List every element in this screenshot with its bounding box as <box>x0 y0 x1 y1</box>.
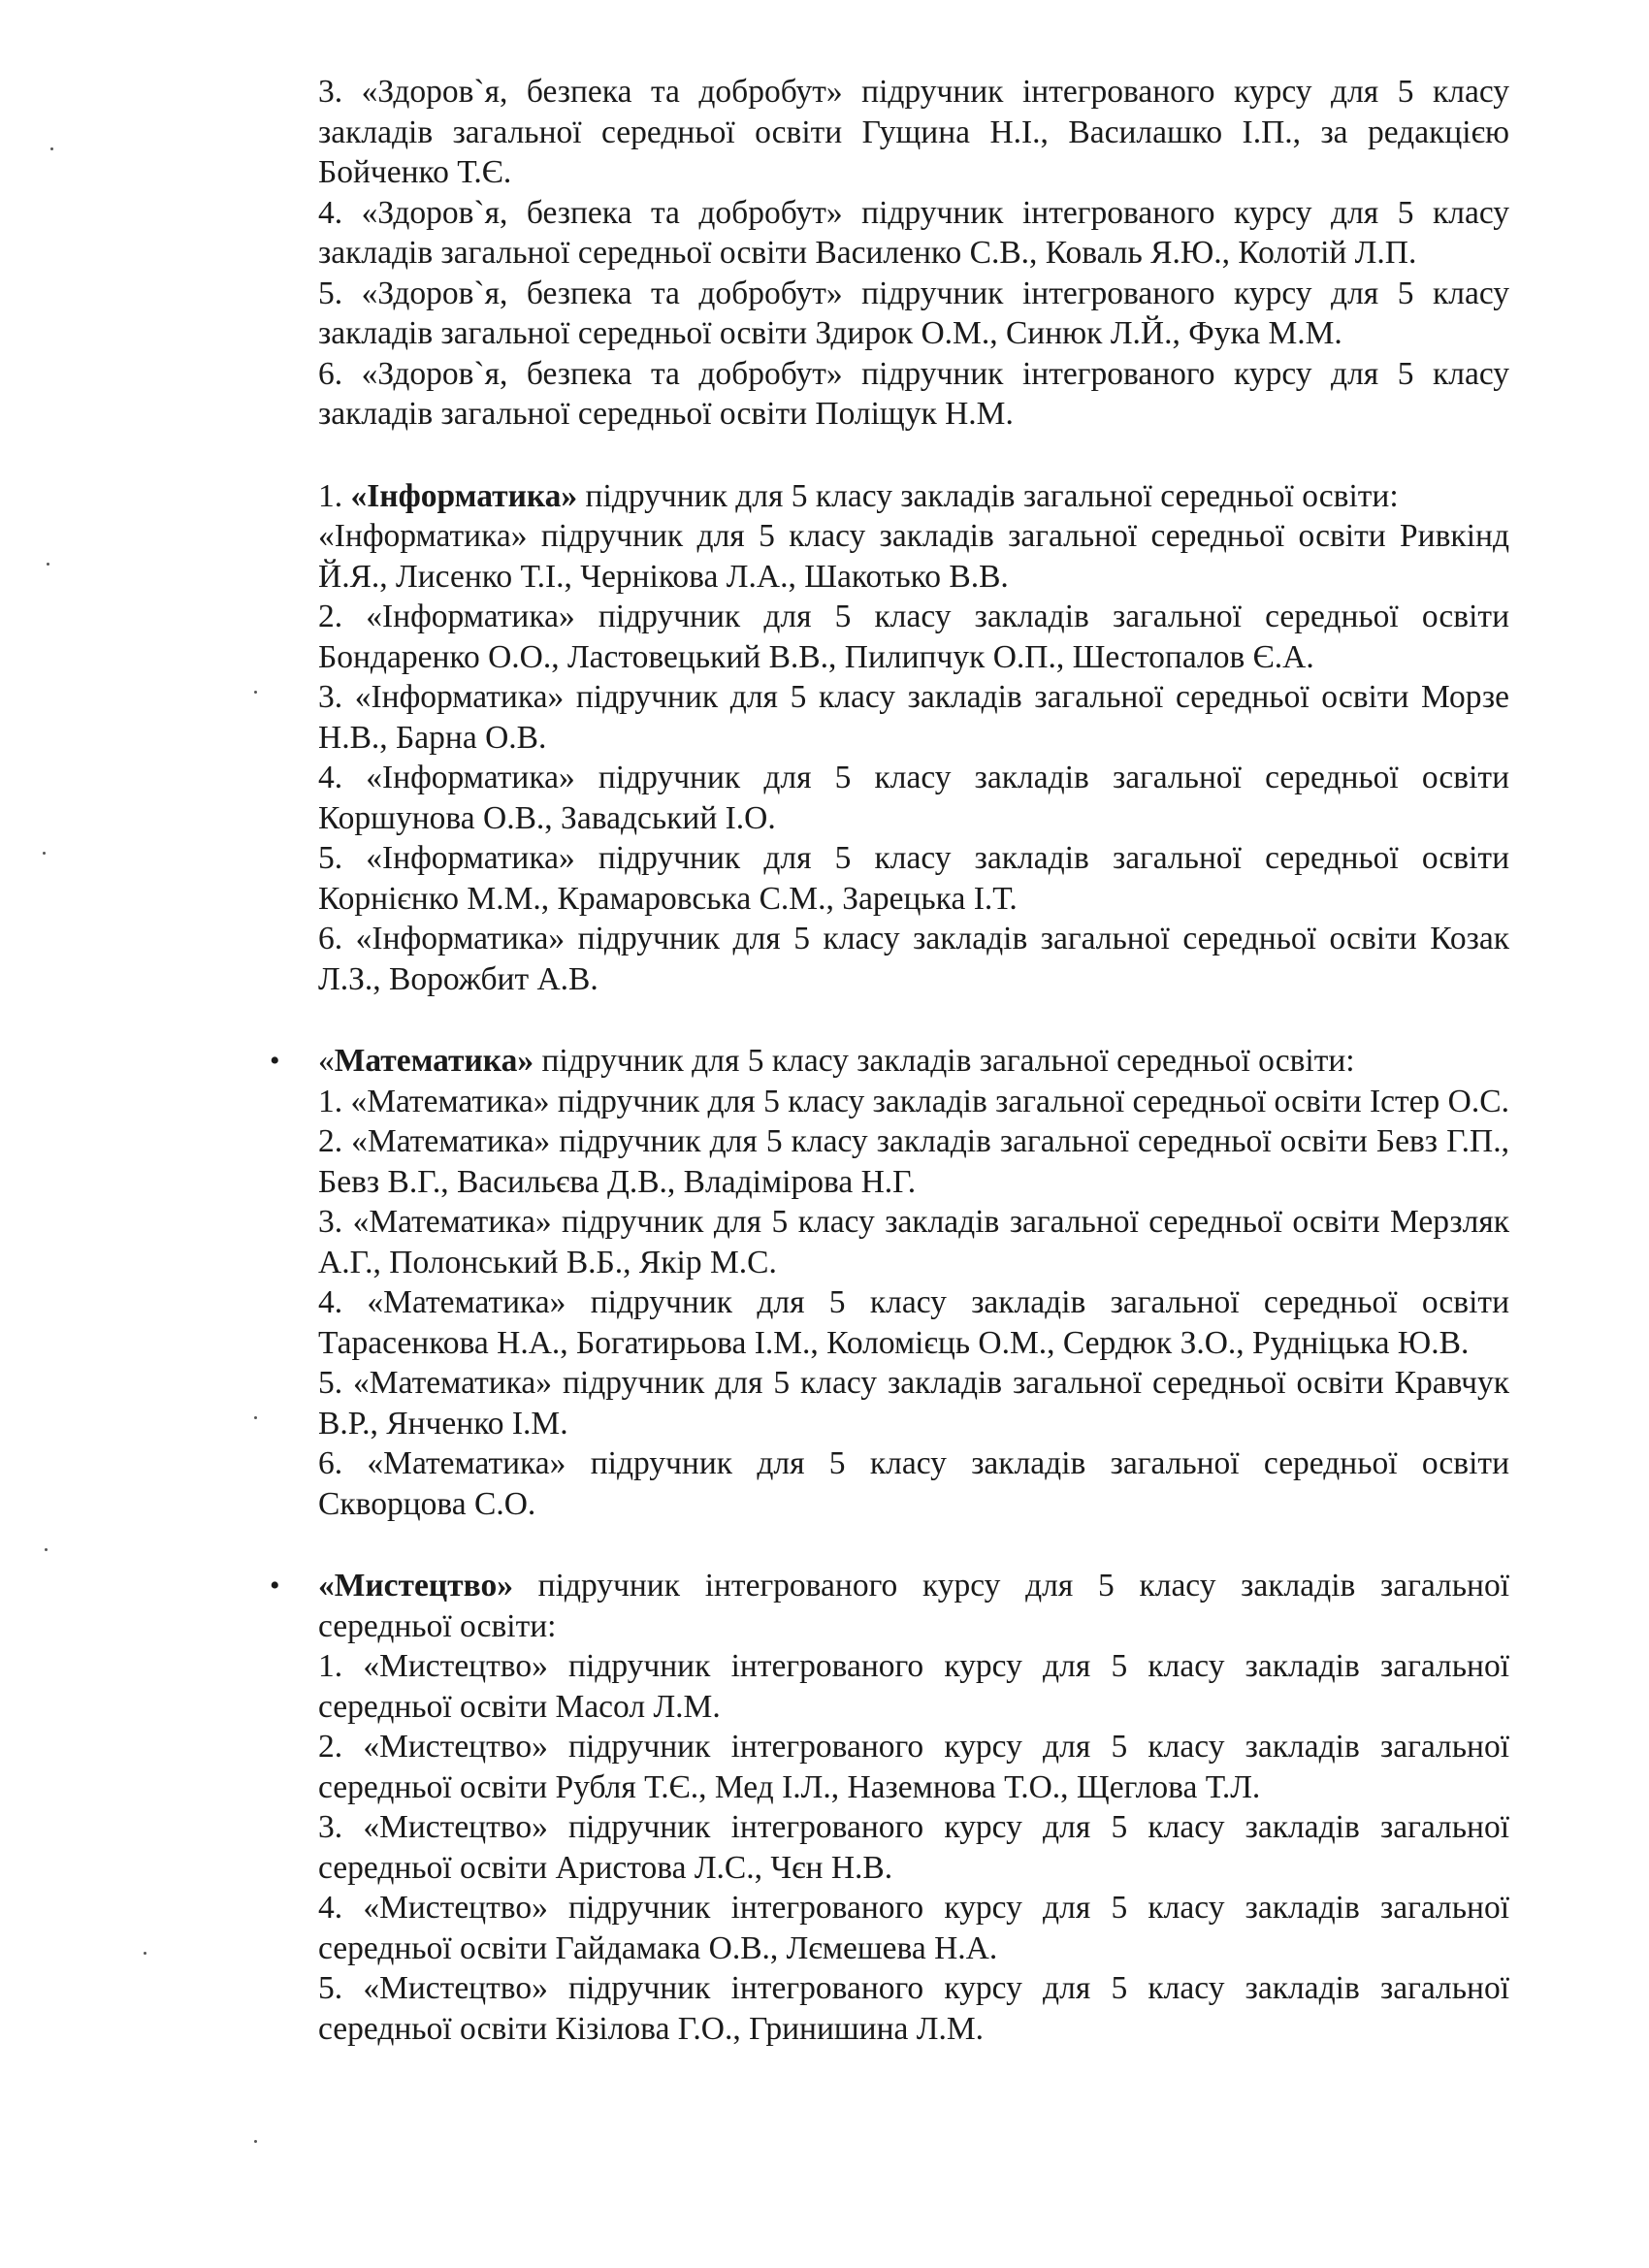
list-item: 6. «Здоров`я, безпека та добробут» підручник інтегрованого курсу для 5 класу закладів загальної середньої освіти Поліщук Н.М. <box>318 355 1509 432</box>
section-heading <box>270 1041 1509 1082</box>
list-item: 2. «Мистецтво» підручник інтегрованого курсу для 5 класу закладів загальної середньої освіти Рубля Т.Є., Мед І.Л., Наземнова Т.О., Щеглова Т.Л. <box>318 1729 1509 1805</box>
heading-description: підручник для 5 класу закладів загальної середньої освіти: <box>534 1043 1355 1079</box>
list-item: 4. «Математика» підручник для 5 класу закладів загальної середньої освіти Тарасенкова Н.А., Богатирьова І.М., Коломієць О.М., Сердюк З.О., Рудніцька Ю.В. <box>318 1284 1509 1361</box>
list-item: 5. «Математика» підручник для 5 класу закладів загальної середньої освіти Кравчук В.Р., Янченко І.М. <box>318 1365 1509 1442</box>
scan-speck <box>144 1952 146 1955</box>
list-item: 1. «Математика» підручник для 5 класу закладів загальної середньої освіти Істер О.С. <box>318 1083 1509 1119</box>
list-item: 5. «Інформатика» підручник для 5 класу закладів загальної середньої освіти Корнієнко М.М., Крамаровська С.М., Зарецька І.Т. <box>318 840 1509 917</box>
list-item: 5. «Мистецтво» підручник інтегрованого курсу для 5 класу закладів загальної середньої освіти Кізілова Г.О., Гринишина Л.М. <box>318 1970 1509 2047</box>
scan-speck <box>47 563 49 566</box>
heading-subject: «Мистецтво» <box>318 1568 513 1604</box>
list-item: 6. «Інформатика» підручник для 5 класу закладів загальної середньої освіти Козак Л.З., Ворожбит А.В. <box>318 921 1509 997</box>
scan-speck <box>254 1416 257 1419</box>
heading-subject: Математика» <box>334 1043 534 1079</box>
bullet-icon: • <box>270 1570 280 1602</box>
heading-quote: « <box>318 1043 335 1079</box>
list-item: 3. «Мистецтво» підручник інтегрованого курсу для 5 класу закладів загальної середньої освіти Аристова Л.С., Чєн Н.В. <box>318 1809 1509 1886</box>
mathematics-section <box>270 1041 1509 1524</box>
health-textbook-list <box>318 72 1509 435</box>
informatics-section <box>318 476 1509 1000</box>
list-item: 4. «Здоров`я, безпека та добробут» підручник інтегрованого курсу для 5 класу закладів загальної середньої освіти Василенко С.В., Коваль Я.Ю., Колотій Л.П. <box>318 194 1509 271</box>
list-item: 3. «Інформатика» підручник для 5 класу закладів загальної середньої освіти Морзе Н.В., Барна О.В. <box>318 679 1509 756</box>
heading-description: підручник інтегрованого курсу для 5 класу закладів загальної середньої освіти: <box>318 1568 1509 1644</box>
section-heading <box>318 476 1509 517</box>
list-item: «Інформатика» підручник для 5 класу закладів загальної середньої освіти Ривкінд Й.Я., Лисенко Т.І., Чернікова Л.А., Шакотько В.В. <box>318 518 1509 595</box>
list-item: 5. «Здоров`я, безпека та добробут» підручник інтегрованого курсу для 5 класу закладів загальної середньої освіти Здирок О.М., Синюк Л.Й., Фука М.М. <box>318 275 1509 351</box>
list-item: 4. «Інформатика» підручник для 5 класу закладів загальної середньої освіти Коршунова О.В., Завадський І.О. <box>318 760 1509 836</box>
scan-speck <box>254 2140 257 2143</box>
list-item: 4. «Мистецтво» підручник інтегрованого курсу для 5 класу закладів загальної середньої освіти Гайдамака О.В., Лємешева Н.А. <box>318 1890 1509 1966</box>
list-item: 2. «Інформатика» підручник для 5 класу закладів загальної середньої освіти Бондаренко О.О., Ластовецький В.В., Пилипчук О.П., Шестопалов Є.А. <box>318 599 1509 675</box>
art-section <box>270 1566 1509 2049</box>
heading-subject: «Інформатика» <box>350 477 578 514</box>
scan-speck <box>254 691 257 694</box>
list-item: 2. «Математика» підручник для 5 класу закладів загальної середньої освіти Бевз Г.П., Бевз В.Г., Васильєва Д.В., Владімірова Н.Г. <box>318 1123 1509 1200</box>
section-heading <box>270 1566 1509 1646</box>
list-item: 3. «Здоров`я, безпека та добробут» підручник інтегрованого курсу для 5 класу закладів загальної середньої освіти Гущина Н.І., Василашко І.П., за редакцією Бойченко Т.Є. <box>318 74 1509 190</box>
section-gap <box>318 999 1509 1041</box>
heading-description: підручник для 5 класу закладів загальної середньої освіти: <box>577 477 1399 514</box>
scan-speck <box>45 1548 48 1551</box>
section-gap <box>318 1524 1509 1566</box>
list-item: 3. «Математика» підручник для 5 класу закладів загальної середньої освіти Мерзляк А.Г., Полонський В.Б., Якір М.С. <box>318 1204 1509 1280</box>
section-gap <box>318 435 1509 476</box>
heading-number: 1. <box>318 477 351 514</box>
document-body <box>270 72 1509 2049</box>
scan-speck <box>50 147 53 150</box>
list-item: 6. «Математика» підручник для 5 класу закладів загальної середньої освіти Скворцова С.О. <box>318 1445 1509 1522</box>
bullet-icon: • <box>270 1045 280 1077</box>
scan-speck <box>43 852 46 855</box>
list-item: 1. «Мистецтво» підручник інтегрованого курсу для 5 класу закладів загальної середньої освіти Масол Л.М. <box>318 1648 1509 1725</box>
